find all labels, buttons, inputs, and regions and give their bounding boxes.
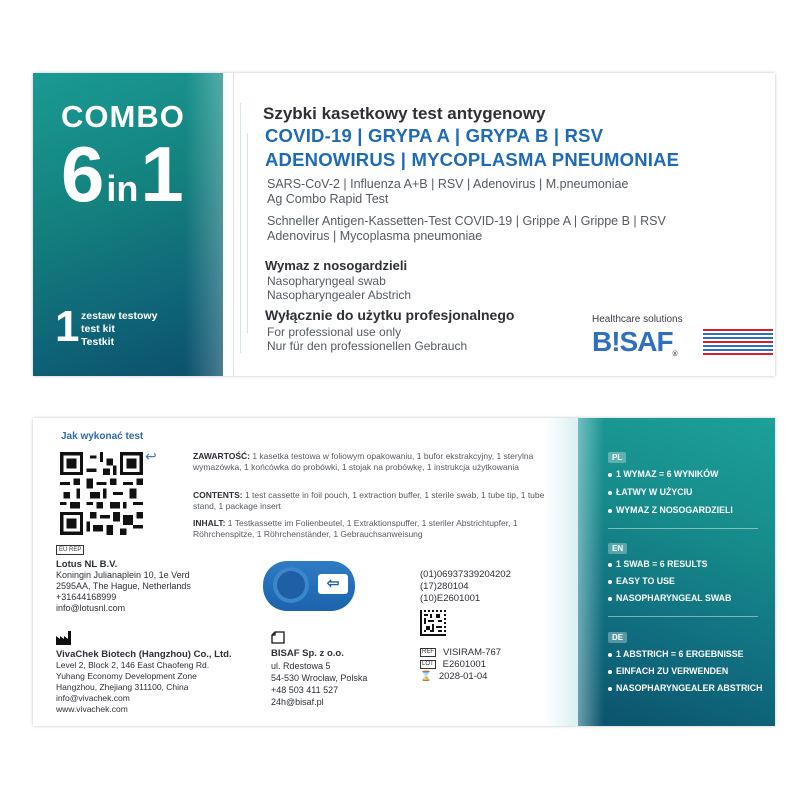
distributor-address [271, 648, 367, 708]
feature-item [608, 556, 708, 572]
divider [608, 528, 758, 529]
swab-heading: Wymaz z nosogardzieli [265, 258, 408, 273]
manufacturer-email: info@vivachek.com [56, 693, 130, 703]
feature-text: NASOPHARYNGEAL SWAB [616, 593, 732, 603]
manufacturer-address [56, 649, 232, 715]
bullet-icon [608, 597, 612, 601]
gtin-code: (01)06937339204202 [420, 569, 511, 580]
six-number: 6 [61, 130, 105, 218]
curved-arrow-icon: ↩ [145, 448, 157, 464]
eu-rep-phone: +31644168999 [56, 592, 117, 602]
manufacturer-icon [56, 631, 72, 645]
german-title [267, 214, 666, 244]
bisaf-logo-text: B!SAF [592, 326, 673, 357]
kit-label-de: Testkit [81, 336, 115, 348]
feature-text: NASOPHARYNGEALER ABSTRICH [616, 683, 763, 693]
left-arrow-icon: ⇦ [318, 574, 348, 594]
eu-rep-symbol: EU REP [56, 545, 84, 555]
feature-text: 1 SWAB = 6 RESULTS [616, 559, 708, 569]
professional-use-line: Nur für den professionellen Gebrauch [267, 339, 468, 353]
swab-translations [267, 274, 411, 302]
batch-code: (10)E2601001 [420, 593, 481, 604]
professional-use-translations [267, 325, 467, 353]
feature-item [608, 502, 733, 518]
bullet-icon [608, 670, 612, 674]
contents-polish [193, 451, 553, 473]
feature-item [608, 590, 731, 606]
combo-title: COMBO [61, 99, 185, 134]
bullet-icon [608, 580, 612, 584]
english-title-line: Ag Combo Rapid Test [267, 192, 389, 206]
language-tag-en: EN [608, 543, 627, 554]
kit-label [81, 310, 157, 349]
bullet-icon [608, 563, 612, 567]
six-in-one-title [61, 130, 184, 218]
decor-line [233, 73, 234, 376]
manufacturer-line: Hangzhou, Zhejiang 311100, China [56, 682, 189, 692]
bullet-icon [608, 687, 612, 691]
stripe-blue [703, 349, 773, 351]
teal-band [33, 73, 223, 376]
qr-code-icon[interactable] [60, 452, 143, 535]
feature-text: 1 ABSTRICH = 6 ERGEBNISSE [616, 649, 744, 659]
expiry-row [420, 671, 487, 682]
feature-item [608, 646, 744, 662]
manufacturer-line: Yuhang Economy Development Zone [56, 671, 197, 681]
hourglass-icon: ⌛ [420, 671, 432, 682]
contents-label: INHALT: [193, 518, 226, 528]
stripe-red [703, 341, 773, 343]
contents-english [193, 490, 553, 512]
german-title-line: Schneller Antigen-Kassetten-Test COVID-19 | Grippe A | Grippe B | RSV [267, 214, 666, 228]
kit-count: 1 [55, 302, 80, 351]
eu-rep-name: Lotus NL B.V. [56, 559, 118, 570]
logo-stripes [703, 329, 773, 355]
stripe-blue [703, 337, 773, 339]
german-title-line: Adenovirus | Mycoplasma pneumoniae [267, 229, 483, 243]
registered-mark-icon: ® [672, 351, 678, 358]
kit-label-pl: zestaw testowy [81, 310, 158, 322]
expiry-value: 2028-01-04 [438, 671, 488, 682]
english-title-line: SARS-CoV-2 | Influenza A+B | RSV | Adenovirus | M.pneumoniae [267, 177, 629, 191]
brand-tagline: Healthcare solutions [592, 314, 683, 325]
eu-rep-line: 2595AA, The Hague, Netherlands [56, 581, 191, 591]
gs1-codes [420, 569, 511, 605]
feature-text: ŁATWY W UŻYCIU [616, 487, 693, 497]
feature-item [608, 663, 728, 679]
one-number: 1 [140, 130, 184, 218]
contents-label: ZAWARTOŚĆ: [193, 451, 250, 461]
distributor-line: 54-530 Wrocław, Polska [271, 673, 368, 683]
distributor-email: 24h@bisaf.pl [271, 697, 324, 707]
sample-well-icon [273, 567, 309, 603]
english-title [267, 177, 628, 207]
bullet-icon [608, 473, 612, 477]
bullet-icon [608, 491, 612, 495]
language-tag-pl: PL [608, 452, 626, 463]
lot-value: E2601001 [442, 659, 486, 670]
contents-label: CONTENTS: [193, 490, 243, 500]
product-title: Szybki kasetkowy test antygenowy [263, 104, 546, 123]
in-word: in [106, 168, 139, 209]
stripe-blue [703, 333, 773, 335]
distributor-phone: +48 503 411 527 [271, 685, 339, 695]
manufacturer-line: Level 2, Block 2, 146 East Chaofeng Rd. [56, 660, 210, 670]
decor-line [247, 133, 248, 333]
disease-list-line-2: ADENOWIRUS | MYCOPLASMA PNEUMONIAE [265, 149, 680, 170]
contents-text: 1 kasetka testowa w foliowym opakowaniu, 1 bufor ekstrakcyjny, 1 sterylna wymazówka, 1 końcówka do probówki, 1 stojak na probówkę, 1 instrukcja użytkowania [193, 451, 534, 472]
eu-rep-line: Koningin Julianaplein 10, 1e Verd [56, 570, 190, 580]
divider [608, 616, 758, 617]
manufacturer-name: VivaChek Biotech (Hangzhou) Co., Ltd. [56, 649, 232, 660]
professional-use-line: For professional use only [267, 325, 402, 339]
feature-text: 1 WYMAZ = 6 WYNIKÓW [616, 469, 719, 479]
manufacturer-website: www.vivachek.com [56, 704, 128, 714]
swab-line: Nasopharyngealer Abstrich [267, 288, 412, 302]
datamatrix-icon [420, 610, 446, 636]
feature-item [608, 484, 692, 500]
decor-line [240, 103, 241, 353]
eu-representative-address [56, 559, 191, 614]
stripe-red [703, 329, 773, 331]
front-panel [33, 73, 775, 376]
language-tag-de: DE [608, 632, 627, 643]
contents-text: 1 Testkassette im Folienbeutel, 1 Extraktionspuffer, 1 steriler Abstrichtupfer, 1 Röhrchenspitze, 1 Röhrchenständer, 1 Gebrauchsanweisung [193, 518, 518, 539]
back-panel [33, 418, 775, 726]
test-cassette-illustration [263, 561, 355, 611]
stripe-blue [703, 345, 773, 347]
eu-rep-email: info@lotusnl.com [56, 603, 126, 613]
distributor-name: BISAF Sp. z o.o. [271, 648, 344, 659]
bullet-icon [608, 509, 612, 513]
disease-list-line-1: COVID-19 | GRYPA A | GRYPA B | RSV [265, 125, 604, 146]
contents-text: 1 test cassette in foil pouch, 1 extraction buffer, 1 sterile swab, 1 tube tip, 1 tube stand, 1 package insert [193, 490, 545, 511]
feature-text: WYMAZ Z NOSOGARDZIELI [616, 505, 733, 515]
professional-use-heading: Wyłącznie do użytku profesjonalnego [265, 307, 515, 323]
bullet-icon [608, 653, 612, 657]
lot-symbol: LOT [422, 661, 434, 667]
contents-german [193, 518, 553, 540]
feature-item [608, 573, 675, 589]
ref-symbol: REF [422, 649, 434, 655]
lot-row [420, 659, 486, 670]
feature-item [608, 680, 762, 696]
how-to-test-label: Jak wykonać test [61, 431, 144, 442]
expiry-code: (17)280104 [420, 581, 469, 592]
feature-text: EINFACH ZU VERWENDEN [616, 666, 729, 676]
stripe-red [703, 353, 773, 355]
swab-line: Nasopharyngeal swab [267, 274, 386, 288]
distributor-icon [271, 631, 285, 644]
kit-label-en: test kit [81, 323, 115, 335]
ref-value: VISIRAM-767 [443, 647, 502, 658]
bisaf-logo [592, 326, 678, 358]
distributor-line: ul. Rdestowa 5 [271, 661, 331, 671]
reference-row [420, 647, 501, 658]
feature-item [608, 466, 718, 482]
feature-text: EASY TO USE [616, 576, 675, 586]
